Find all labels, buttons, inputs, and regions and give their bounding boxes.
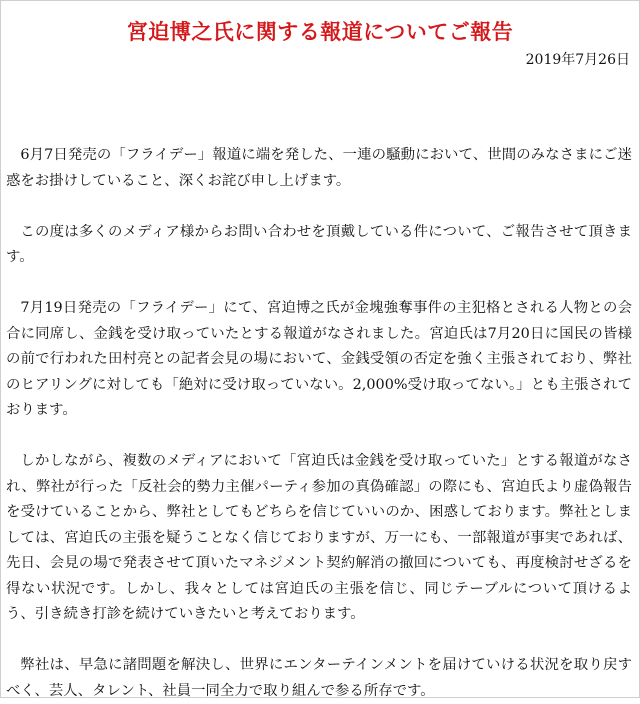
paragraph-apology: 6月7日発売の「フライデー」報道に端を発した、一連の騒動において、世間のみなさまにご迷惑をお掛けしていること、深くお詫び申し上げます。 xyxy=(6,147,632,189)
paragraph-intro: この度は多くのメディア様からお問い合わせを頂戴している件について、ご報告させて頂きます。 xyxy=(6,223,632,265)
paragraph-closing: 弊社は、早急に諸問題を解決し、世界にエンターテインメントを届けていける状況を取り戻すべく、芸人、タレント、社員一同全力で取り組んで参る所存です。 xyxy=(6,657,632,699)
page-title: 宮迫博之氏に関する報道についてご報告 xyxy=(126,19,514,45)
paragraph-report: 7月19日発売の「フライデー」にて、宮迫博之氏が金塊強奪事件の主犯格とされる人物との会合に同席し、金銭を受け取っていたとする報道がなされました。宮迫氏は7月20日に国民の皆様の前で行われた田村亮との記者会見の場において、金銭受領の否定を強く主張されており、弊社のヒアリングに対しても「絶対に受け取っていない。2,000%受け取ってない。」とも主張されております。 xyxy=(6,300,632,418)
publish-date: 2019年7月26日 xyxy=(525,52,630,68)
paragraph-situation: しかしながら、複数のメディアにおいて「宮迫氏は金銭を受け取っていた」とする報道がなされ、弊社が行った「反社会的勢力主催パーティ参加の真偽確認」の際にも、宮迫氏より虚偽報告を受けていることから、弊社としてもどちらを信じていいのか、困惑しております。弊社としましては、宮迫氏の主張を疑うことなく信じておりますが、万一にも、一部報道が事実であれば、先日、会見の場で発表させて頂いたマネジメント契約解消の撤回についても、再度検討せざるを得ない状況です。しかし、我々としては宮迫氏の主張を信じ、同じテーブルについて頂けるよう、引き続き打診を続けていきたいと考えております。 xyxy=(6,453,632,622)
document-body xyxy=(6,143,632,704)
